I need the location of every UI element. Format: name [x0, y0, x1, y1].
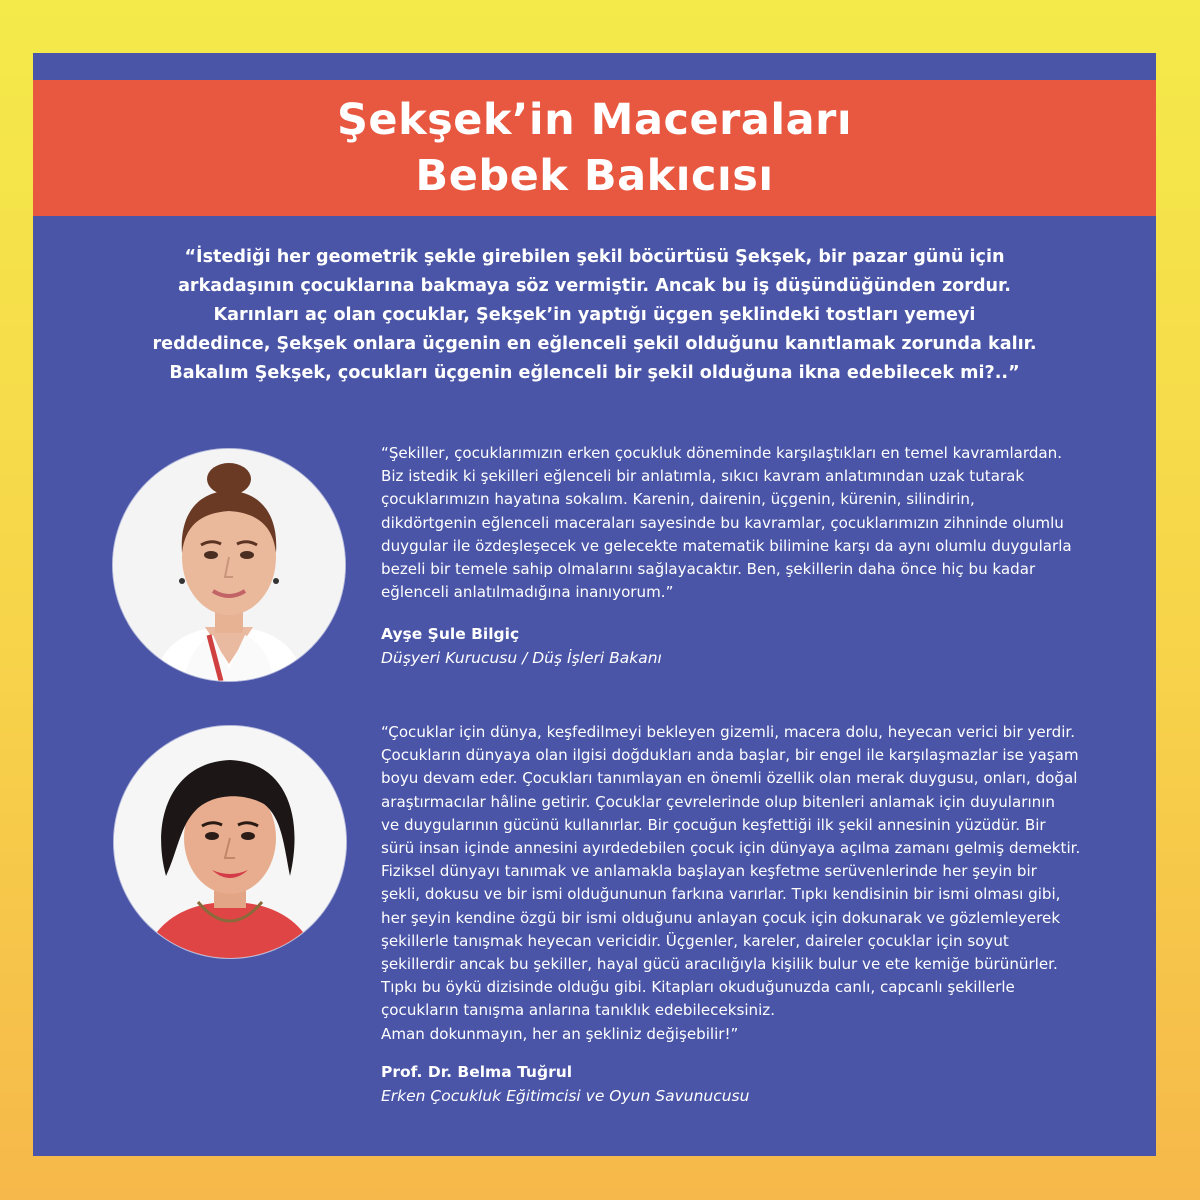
synopsis-line: arkadaşının çocuklarına bakmaya söz vermiştir. Ancak bu iş düşündüğünden zordur. — [178, 276, 1011, 296]
portrait-woman-short-hair-photo — [114, 726, 346, 958]
synopsis-line: reddedince, Şekşek onlara üçgenin en eğlenceli şekil olduğunu kanıtlamak zorunda kalır. — [152, 334, 1037, 354]
quote-line: boyu devam eder. Çocukları tanımlayan en önemli özellik olan merak duygusu, onları, doğal — [381, 769, 1078, 788]
synopsis-line: Bakalım Şekşek, çocukları üçgenin eğlenceli bir şekil olduğuna ikna edebilecek mi?..” — [169, 363, 1020, 383]
quote-line: Biz istedik ki şekilleri eğlenceli bir anlatımla, sıkıcı kavram anlatımından uzak tutarak — [381, 467, 1025, 486]
quote-line: her şeyin kendine özgü bir ismi olduğunu anlayan çocuk için dokunarak ve gözlemleyerek — [381, 908, 1061, 927]
author-name-2: Prof. Dr. Belma Tuğrul — [381, 1063, 573, 1081]
testimonial-quote-2 — [381, 721, 1141, 1046]
title-band — [33, 80, 1156, 216]
quote-line: Aman dokunmayın, her an şekliniz değişebilir!” — [381, 1024, 739, 1043]
portrait-woman-bun-photo — [113, 449, 345, 681]
quote-line: şekli, dokusu ve bir ismi olduğununun farkına varırlar. Tıpkı kendisinin bir ismi olması gibi, — [381, 885, 1061, 904]
quote-line: “Şekiller, çocuklarımızın erken çocukluk döneminde karşılaştıkları en temel kavramlardan. — [381, 444, 1063, 462]
testimonial-quote-1 — [381, 442, 1141, 604]
quote-line: şekillerdir ancak bu şekiller, hayal gücü aracılığıyla kişilik bulur ve ete kemiğe bürünürler. — [381, 955, 1058, 974]
quote-line: Çocukların dünyaya olan ilgisi doğdukları anda başlar, bir engel ile karşılaşmazlar ise yaşam — [381, 746, 1079, 765]
book-synopsis — [63, 243, 1126, 388]
content-panel — [33, 53, 1156, 1156]
quote-line: eğlenceli anlatılmadığına inanıyorum.” — [381, 583, 674, 602]
quote-line: sürü insan içinde annesini ayırdedebilen çocuk için dünyaya açılma zamanı gelmiş demektir. — [381, 839, 1081, 858]
synopsis-line: Karınları aç olan çocuklar, Şekşek’in yaptığı üçgen şeklindeki tostları yemeyi — [213, 305, 976, 325]
avatar-belma-tugrul — [114, 726, 346, 958]
book-series-title: Şekşek’in Maceraları — [336, 95, 853, 145]
quote-line: “Çocuklar için dünya, keşfedilmeyi bekleyen gizemli, macera dolu, heyecan verici bir yerdir. — [381, 723, 1076, 741]
book-title: Bebek Bakıcısı — [415, 151, 774, 201]
quote-line: dikdörtgenin eğlenceli maceraları sayesinde bu kavramlar, çocuklarımızın zihninde olumlu — [381, 513, 1064, 532]
synopsis-line: “İstediği her geometrik şekle girebilen şekil böcürtüsü Şekşek, bir pazar günü için — [184, 247, 1005, 267]
quote-line: duygular ile özdeşleşecek ve gelecekte matematik bilimine karşı da aynı olumlu duygularla — [381, 536, 1072, 555]
author-role-1: Düşyeri Kurucusu / Düş İşleri Bakanı — [381, 649, 662, 667]
quote-line: şekillerle tanışmak heyecan vericidir. Üçgenler, kareler, daireler çocuklar için soyut — [381, 931, 1009, 950]
author-role-2: Erken Çocukluk Eğitimcisi ve Oyun Savunucusu — [381, 1087, 750, 1105]
quote-line: Fiziksel dünyayı tanımak ve anlamakla başlayan keşfetme serüvenlerinde her şeyin bir — [381, 862, 1037, 881]
author-name-1: Ayşe Şule Bilgiç — [381, 625, 520, 643]
quote-line: bezeli bir temele sahip olmalarını sağlayacaktır. Ben, şekillerin daha önce hiç bu kadar — [381, 560, 1036, 579]
quote-line: çocukların tanışma anlarına tanıklık edebileceksiniz. — [381, 1001, 776, 1020]
quote-line: araştırmacılar hâline getirir. Çocuklar çevrelerinde olup bitenleri anlamak için duyularının — [381, 792, 1055, 811]
quote-line: ve duygularının gücünü kullanırlar. Bir çocuğun keşfettiği ilk şekil annesinin yüzüdür. Bir — [381, 815, 1046, 834]
quote-line: çocuklarımızın hayatına sokalım. Karenin, dairenin, üçgenin, kürenin, silindirin, — [381, 490, 975, 509]
avatar-ayse-sule-bilgic — [113, 449, 345, 681]
quote-line: Tıpkı bu öykü dizisinde olduğu gibi. Kitapları okuduğunuzda canlı, capcanlı şekillerle — [381, 978, 1015, 997]
